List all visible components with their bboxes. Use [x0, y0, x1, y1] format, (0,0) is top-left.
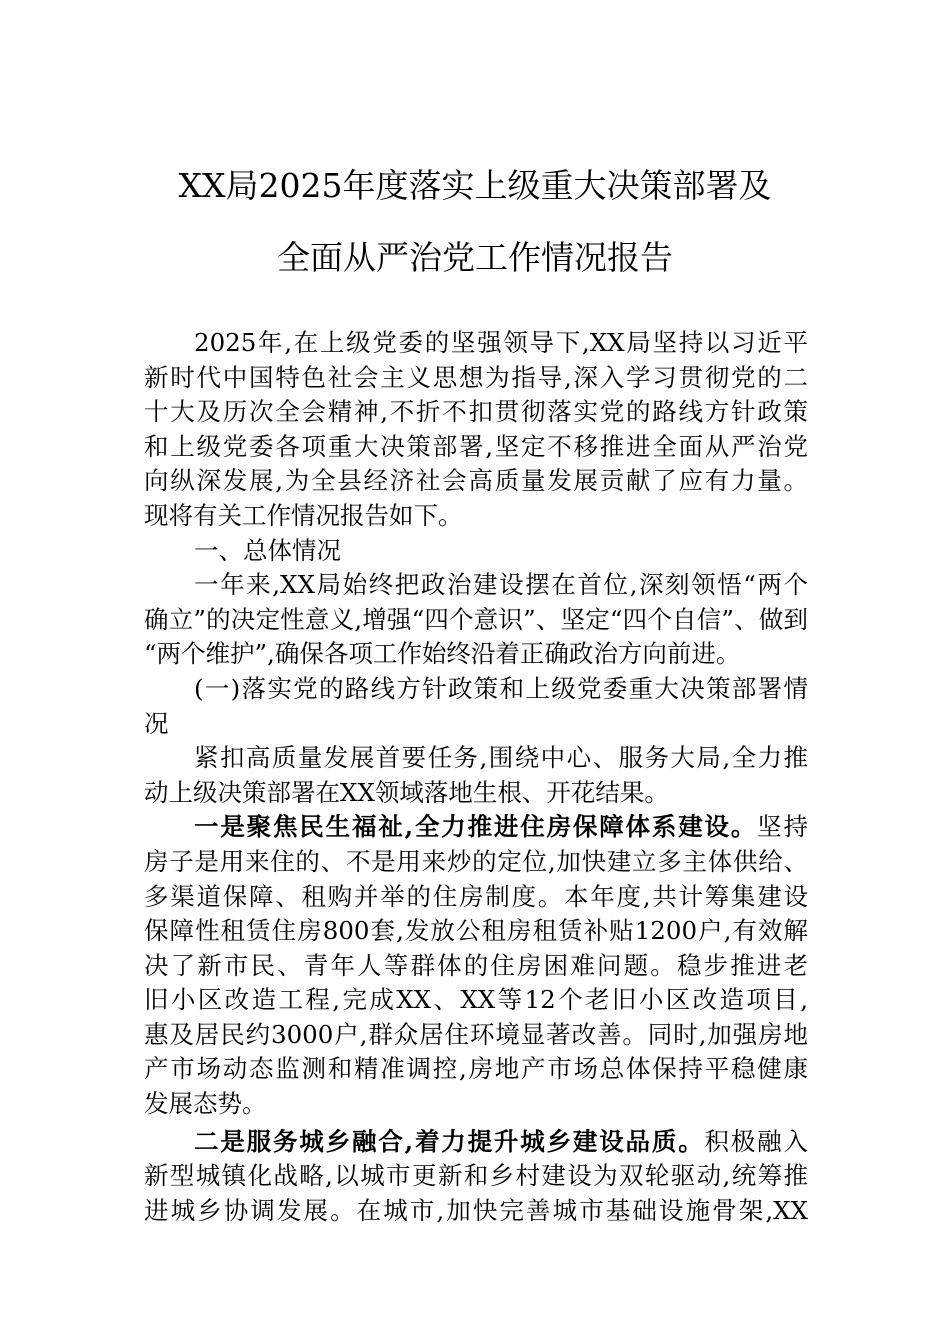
text-line: “两个维护”,确保各项工作始终沿着正确政治方向前进。	[144, 639, 741, 669]
paragraph-intro	[144, 326, 808, 534]
heading-text: (一)落实党的路线方针政策和上级党委重大决策部署情	[194, 673, 808, 703]
text-line	[144, 1125, 808, 1160]
bold-lead: 二是服务城乡融合,着力提升城乡建设品质。	[194, 1126, 705, 1156]
text-line: 和上级党委各项重大决策部署,坚定不移推进全面从严治党	[144, 431, 808, 461]
heading-text: 一、总体情况	[194, 535, 341, 565]
text-line: 动上级决策部署在XX领域落地生根、开花结果。	[144, 777, 669, 807]
text-line: 进城乡协调发展。在城市,加快完善城市基础设施骨架,XX	[144, 1195, 808, 1225]
paragraph-overview	[144, 568, 808, 672]
document-body	[144, 326, 808, 1228]
text-line: 旧小区改造工程,完成XX、XX等12个老旧小区改造项目,	[144, 985, 808, 1015]
text-line: 决了新市民、青年人等群体的住房困难问题。稳步推进老	[144, 950, 808, 980]
text-line: 向纵深发展,为全县经济社会高质量发展贡献了应有力量。	[144, 466, 808, 496]
text-line: 惠及居民约3000户,群众居住环境显著改善。同时,加强房地	[144, 1019, 808, 1049]
bold-lead: 一是聚焦民生福祉,全力推进住房保障体系建设。	[194, 812, 758, 842]
paragraph-point-1-housing	[144, 810, 808, 1121]
text-line: 产市场动态监测和精准调控,房地产市场总体保持平稳健康	[144, 1054, 808, 1084]
paragraph-point-2-urban-rural	[144, 1125, 808, 1229]
text-line: 一年来,XX局始终把政治建设摆在首位,深刻领悟“两个	[194, 570, 808, 600]
text-line: 新型城镇化战略,以城市更新和乡村建设为双轮驱动,统筹推	[144, 1161, 808, 1191]
text-line: 保障性租赁住房800套,发放公租房租赁补贴1200户,有效解	[144, 916, 808, 946]
text-line: 房子是用来住的、不是用来炒的定位,加快建立多主体供给、	[144, 846, 808, 876]
text-line: 发展态势。	[144, 1089, 267, 1119]
text-line	[144, 810, 808, 845]
text-rest: 坚持	[757, 812, 808, 842]
section-heading-overall	[144, 534, 808, 569]
text-line: 现将有关工作情况报告如下。	[144, 500, 463, 530]
subsection-heading-1	[144, 672, 808, 741]
paragraph-focus	[144, 741, 808, 810]
text-line: 2025年,在上级党委的坚强领导下,XX局坚持以习近平	[194, 328, 808, 357]
text-line: 紧扣高质量发展首要任务,围绕中心、服务大局,全力推	[194, 743, 808, 773]
heading-text: 况	[144, 708, 169, 738]
text-line: 多渠道保障、租购并举的住房制度。本年度,共计筹集建设	[144, 881, 808, 911]
text-line: 确立”的决定性意义,增强“四个意识”、坚定“四个自信”、做到	[144, 604, 808, 634]
document-title-line-2: 全面从严治党工作情况报告	[277, 238, 673, 277]
text-rest: 积极融入	[704, 1126, 809, 1156]
text-line: 新时代中国特色社会主义思想为指导,深入学习贯彻党的二	[144, 362, 808, 392]
text-line: 十大及历次全会精神,不折不扣贯彻落实党的路线方针政策	[144, 397, 808, 427]
document-title-line-1: XX局2025年度落实上级重大决策部署及	[178, 166, 772, 205]
